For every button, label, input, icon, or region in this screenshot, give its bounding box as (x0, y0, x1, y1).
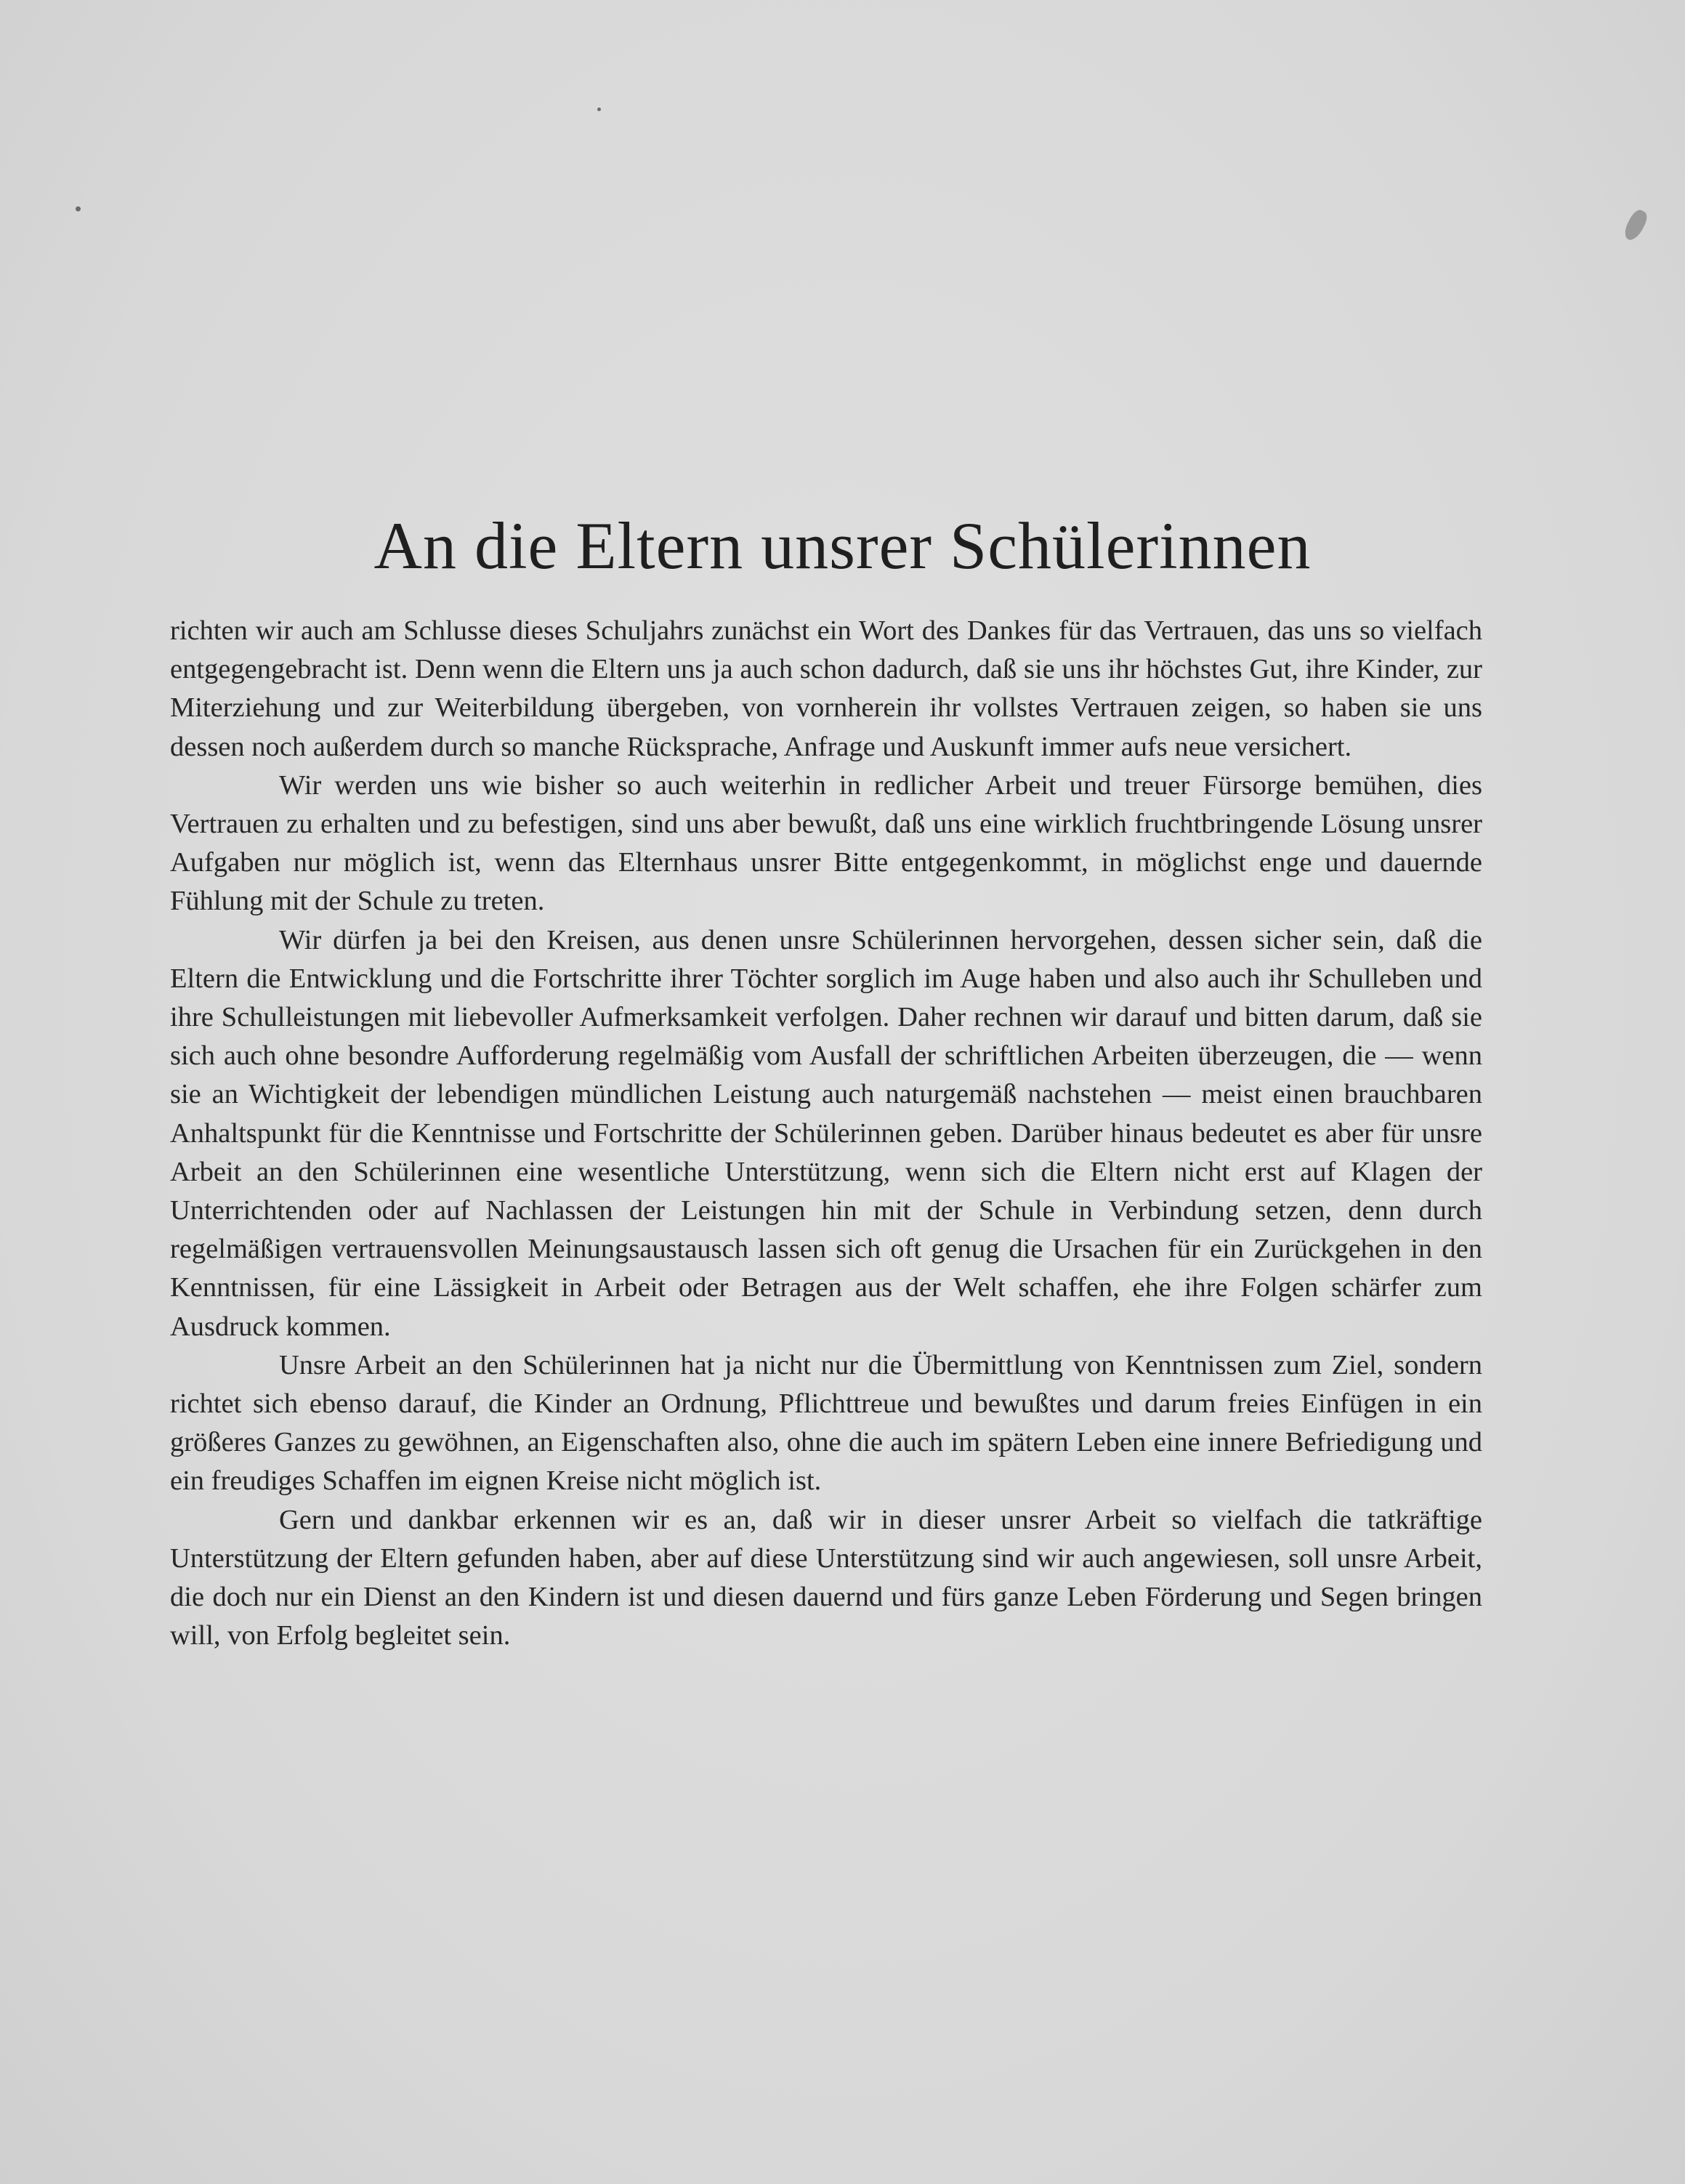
page-title: An die Eltern unsrer Schülerinnen (373, 509, 1312, 583)
paragraph-5: Gern und dankbar erkennen wir es an, daß wir in dieser unsrer Arbeit so vielfach die tatkräftige Unterstützung der Eltern gefunden haben, aber auf diese Unterstützung sind wir auch angewiesen, soll unsre Arbeit, die doch nur ein Dienst an den Kindern ist und diesen dauernd und fürs ganze Leben Förderung und Segen bringen will, von Erfolg begleitet sein. (170, 1504, 1482, 1651)
dust-speck (597, 108, 601, 111)
dust-speck (76, 206, 81, 211)
paragraph-4: Unsre Arbeit an den Schülerinnen hat ja nicht nur die Übermittlung von Kenntnissen zum Ziel, sondern richtet sich ebenso darauf, die Kinder an Ordnung, Pflichttreue und bewußtes und darum freies Einfügen in ein größeres Ganzes zu gewöhnen, an Eigenschaften also, ohne die auch im spätern Leben eine innere Befriedigung und ein freudiges Schaffen im eignen Kreise nicht möglich ist. (170, 1349, 1482, 1497)
paragraph-3: Wir dürfen ja bei den Kreisen, aus denen unsre Schülerinnen hervorgehen, dessen sicher sein, daß die Eltern die Entwicklung und die Fortschritte ihrer Töchter sorglich im Auge haben und also auch ihr Schulleben und ihre Schulleistungen mit liebevoller Aufmerksamkeit verfolgen. Daher rechnen wir darauf und bitten darum, daß sie sich auch ohne besondre Aufforderung regelmäßig vom Ausfall der schriftlichen Arbeiten überzeugen, die — wenn sie an Wichtigkeit der lebendigen mündlichen Leistung auch naturgemäß nachstehen — meist einen brauchbaren Anhaltspunkt für die Kenntnisse und Fortschritte der Schülerinnen geben. Darüber hinaus bedeutet es aber für unsre Arbeit an den Schülerinnen eine wesentliche Unterstützung, wenn sich die Eltern nicht erst auf Klagen der Unterrichtenden oder auf Nachlassen der Leistungen hin mit der Schule in Verbindung setzen, denn durch regelmäßigen vertrauensvollen Meinungsaustausch lassen sich oft genug die Ursachen für ein Zurückgehen in den Kenntnissen, für eine Lässigkeit in Arbeit oder Betragen aus der Welt schaffen, ehe ihre Folgen schärfer zum Ausdruck kommen. (170, 924, 1482, 1342)
paper-blemish (1621, 207, 1650, 243)
paragraph-1: richten wir auch am Schlusse dieses Schuljahrs zunächst ein Wort des Dankes für das Vertrauen, das uns so vielfach entgegengebracht ist. Denn wenn die Eltern uns ja auch schon dadurch, daß sie uns ihr höchstes Gut, ihre Kinder, zur Miterziehung und zur Weiterbildung übergeben, von vornherein ihr vollstes Vertrauen zeigen, so haben sie uns dessen noch außerdem durch so manche Rücksprache, Anfrage und Auskunft immer aufs neue versichert. (170, 615, 1482, 762)
letter-body (170, 612, 1482, 1655)
paragraph-2: Wir werden uns wie bisher so auch weiterhin in redlicher Arbeit und treuer Fürsorge bemühen, dies Vertrauen zu erhalten und zu befestigen, sind uns aber bewußt, daß uns eine wirklich fruchtbringende Lösung unsrer Aufgaben nur möglich ist, wenn das Elternhaus unsrer Bitte entgegenkommt, in möglichst enge und dauernde Fühlung mit der Schule zu treten. (170, 769, 1482, 917)
